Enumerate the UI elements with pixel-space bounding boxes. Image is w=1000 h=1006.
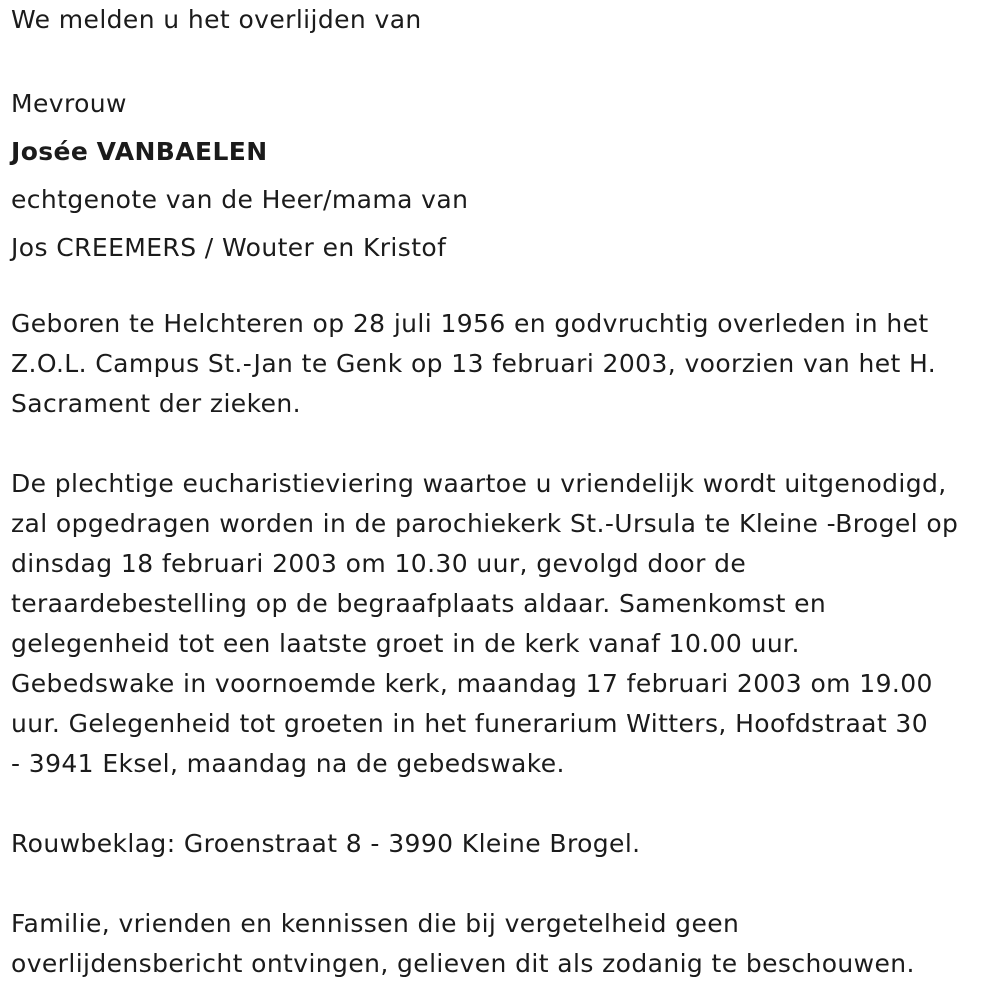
birth-line-1: Geboren te Helchteren op 28 juli 1956 en godvruchtig overleden in het — [11, 309, 929, 338]
ceremony-line-7: uur. Gelegenheid tot groeten in het funerarium Witters, Hoofdstraat 30 — [11, 709, 929, 738]
ceremony-line-1: De plechtige eucharistieviering waartoe u vriendelijk wordt uitgenodigd, — [11, 469, 947, 498]
relatives-line: Jos CREEMERS / Wouter en Kristof — [11, 233, 447, 262]
ceremony-line-3: dinsdag 18 februari 2003 om 10.30 uur, gevolgd door de — [11, 549, 747, 578]
death-notice — [11, 0, 993, 984]
closing-line-1: Familie, vrienden en kennissen die bij vergetelheid geen — [11, 909, 740, 938]
deceased-first-name: Josée — [11, 137, 89, 166]
ceremony-line-2: zal opgedragen worden in de parochiekerk St.-Ursula te Kleine -Brogel op — [11, 509, 959, 538]
birth-line-2: Z.O.L. Campus St.-Jan te Genk op 13 februari 2003, voorzien van het H. — [11, 349, 937, 378]
ceremony-line-5: gelegenheid tot een laatste groet in de kerk vanaf 10.00 uur. — [11, 629, 800, 658]
birth-paragraph — [11, 304, 993, 424]
relation-line: echtgenote van de Heer/mama van — [11, 185, 469, 214]
salutation: Mevrouw — [11, 89, 127, 118]
closing-paragraph — [11, 904, 993, 984]
ceremony-line-4: teraardebestelling op de begraafplaats aldaar. Samenkomst en — [11, 589, 827, 618]
intro-line: We melden u het overlijden van — [11, 5, 422, 34]
condolence-address: Rouwbeklag: Groenstraat 8 - 3990 Kleine Brogel. — [11, 829, 641, 858]
deceased-name — [11, 128, 993, 176]
ceremony-paragraph — [11, 464, 993, 784]
closing-line-2: overlijdensbericht ontvingen, gelieven dit als zodanig te beschouwen. — [11, 949, 915, 978]
birth-line-3: Sacrament der zieken. — [11, 389, 301, 418]
ceremony-line-6: Gebedswake in voornoemde kerk, maandag 17 februari 2003 om 19.00 — [11, 669, 933, 698]
deceased-last-name: VANBAELEN — [96, 137, 268, 166]
ceremony-line-8: - 3941 Eksel, maandag na de gebedswake. — [11, 749, 565, 778]
